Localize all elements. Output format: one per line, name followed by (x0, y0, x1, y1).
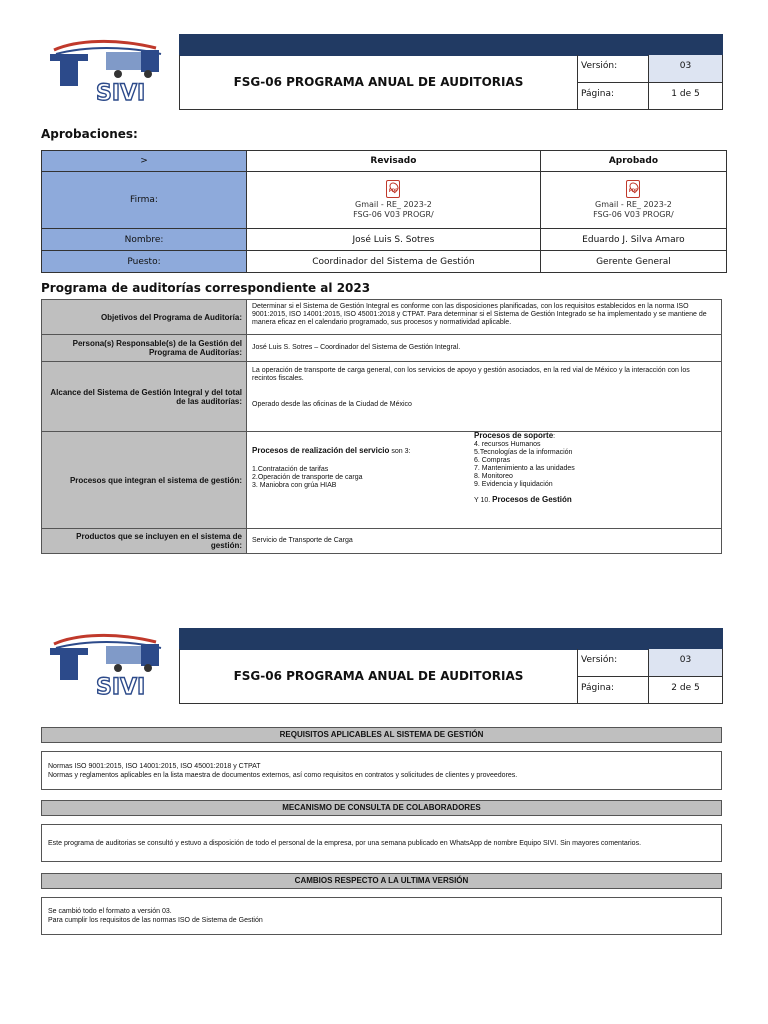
page-label: Página: (577, 677, 649, 703)
objetivos-label: Objetivos del Programa de Auditoría: (42, 300, 247, 335)
nombre-revisado: José Luis S. Sotres (247, 229, 541, 251)
gestion-prefix: Y 10. (474, 497, 493, 504)
nombre-aprobado: Eduardo J. Silva Amaro (540, 229, 726, 251)
soporte-item: 8. Monitoreo (474, 473, 513, 480)
responsables-value: José Luis S. Sotres – Coordinador del Sistema de Gestión Integral. (247, 335, 722, 362)
version-label: Versión: (577, 55, 649, 82)
realizacion-suffix: son 3: (389, 448, 411, 455)
svg-text:SIVI: SIVI (96, 675, 146, 698)
document-title: FSG-06 PROGRAMA ANUAL DE AUDITORIAS (179, 649, 578, 704)
objetivos-value: Determinar si el Sistema de Gestión Integral es conforme con las disposiciones planificadas, con los requisitos establecidos en la norma ISO 9001:2015, ISO 14001:2015, ISO 45001:2018 y CTPAT. Para determinar si el Sistema de Gestión Integrado se ha implementado y se mantiene de manera eficaz en el calendario programado, sus procesos y normatividad aplicable. (247, 300, 722, 335)
realizacion-item: 2.Operación de transporte de carga (252, 474, 363, 481)
nombre-label: Nombre: (42, 229, 247, 251)
pdf-name-line1: Gmail - RE_ 2023-2 (595, 200, 672, 209)
program-heading: Programa de auditorías correspondiente al 2023 (41, 281, 371, 295)
alcance-text: La operación de transporte de carga general, con los servicios de apoyo y gestión asociados, en la red vial de México y la interacción con los recintos fiscales. (252, 367, 690, 382)
approvals-col-revisado: Revisado (247, 151, 541, 172)
page-value: 1 de 5 (671, 89, 700, 99)
pdf-name-line2: FSG-06 V03 PROGR/ (353, 210, 434, 219)
puesto-aprobado: Gerente General (540, 251, 726, 273)
soporte-item: 6. Compras (474, 457, 511, 464)
firma-aprobado-cell (540, 172, 726, 229)
document-title: FSG-06 PROGRAMA ANUAL DE AUDITORIAS (179, 55, 578, 110)
program-table (41, 299, 722, 554)
procesos-realizacion (247, 432, 469, 505)
sivi-logo (46, 628, 170, 698)
mecanismo-box (41, 824, 722, 862)
soporte-item: 5.Tecnologías de la información (474, 449, 573, 456)
procesos-value (247, 432, 722, 529)
mecanismo-section-title: MECANISMO DE CONSULTA DE COLABORADORES (41, 800, 722, 816)
puesto-label: Puesto: (42, 251, 247, 273)
document-meta (577, 649, 723, 704)
approvals-col-aprobado: Aprobado (540, 151, 726, 172)
productos-value: Servicio de Transporte de Carga (247, 529, 722, 554)
realizacion-item: 1.Contratación de tarifas (252, 466, 329, 473)
requisitos-section-title: REQUISITOS APLICABLES AL SISTEMA DE GESTIÓN (41, 727, 722, 743)
requisitos-box (41, 751, 722, 790)
requisitos-line: Normas ISO 9001:2015, ISO 14001:2015, ISO 45001:2018 y CTPAT (48, 762, 261, 770)
version-label: Versión: (577, 649, 649, 676)
firma-label: Firma: (42, 172, 247, 229)
puesto-revisado: Coordinador del Sistema de Gestión (247, 251, 541, 273)
alcance-label: Alcance del Sistema de Gestión Integral y del total de las auditorías: (42, 362, 247, 432)
procesos-label: Procesos que integran el sistema de gestión: (42, 432, 247, 529)
page-label: Página: (577, 83, 649, 109)
productos-label: Productos que se incluyen en el sistema de gestión: (42, 529, 247, 554)
alcance-value (247, 362, 722, 432)
pdf-attachment[interactable] (541, 180, 726, 220)
page-value: 2 de 5 (671, 683, 700, 693)
version-value: 03 (649, 55, 722, 82)
cambios-box (41, 897, 722, 935)
soporte-item: 9. Evidencia y liquidación (474, 481, 553, 488)
firma-revisado-cell (247, 172, 541, 229)
cambios-line: Se cambió todo el formato a versión 03. (48, 908, 172, 915)
pdf-icon: PDF (626, 180, 640, 198)
soporte-item: 4. recursos Humanos (474, 441, 541, 448)
alcance-location: Operado desde las oficinas de la Ciudad de México (252, 401, 412, 408)
pdf-icon: PDF (386, 180, 400, 198)
approvals-table (41, 150, 727, 273)
realizacion-item: 3. Maniobra con grúa HIAB (252, 482, 337, 489)
cambios-line: Para cumplir los requisitos de las normas ISO de Sistema de Gestión (48, 917, 263, 924)
page2-header (40, 628, 723, 708)
requisitos-line: Normas y reglamentos aplicables en la lista maestra de documentos externos, así como requisitos en contratos y solicitudes de clientes y proveedores. (48, 771, 518, 779)
approvals-col0: > (42, 151, 247, 172)
soporte-item: 7. Mantenimiento a las unidades (474, 465, 575, 472)
approvals-heading: Aprobaciones: (41, 127, 138, 141)
page1-header (40, 34, 723, 114)
header-bar (179, 34, 723, 56)
pdf-attachment[interactable] (247, 180, 540, 220)
sivi-logo (46, 34, 170, 104)
soporte-title: Procesos de soporte (474, 431, 554, 440)
svg-text:SIVI: SIVI (96, 81, 146, 104)
header-bar (179, 628, 723, 650)
document-meta (577, 55, 723, 110)
responsables-label: Persona(s) Responsable(s) de la Gestión del Programa de Auditorías: (42, 335, 247, 362)
pdf-name-line1: Gmail - RE_ 2023-2 (355, 200, 432, 209)
version-value: 03 (649, 649, 722, 676)
gestion-title: Procesos de Gestión (492, 495, 572, 504)
pdf-name-line2: FSG-06 V03 PROGR/ (593, 210, 674, 219)
cambios-section-title: CAMBIOS RESPECTO A LA ULTIMA VERSIÓN (41, 873, 722, 889)
realizacion-title: Procesos de realización del servicio (252, 446, 390, 455)
procesos-soporte: Procesos de soporte: 4. recursos Humanos 5.Tecnologías de la información 6. Compras 7. Mantenimiento a las unidades 8. Monitoreo 9. Evidencia y liquidación Y 10. Procesos de Gestión (469, 432, 721, 505)
mecanismo-line: Este programa de auditorias se consultó y estuvo a disposición de todo el personal de la empresa, por una semana publicado en WhatsApp de nombre Equipo SIVI. Sin mayores comentarios. (48, 839, 642, 847)
